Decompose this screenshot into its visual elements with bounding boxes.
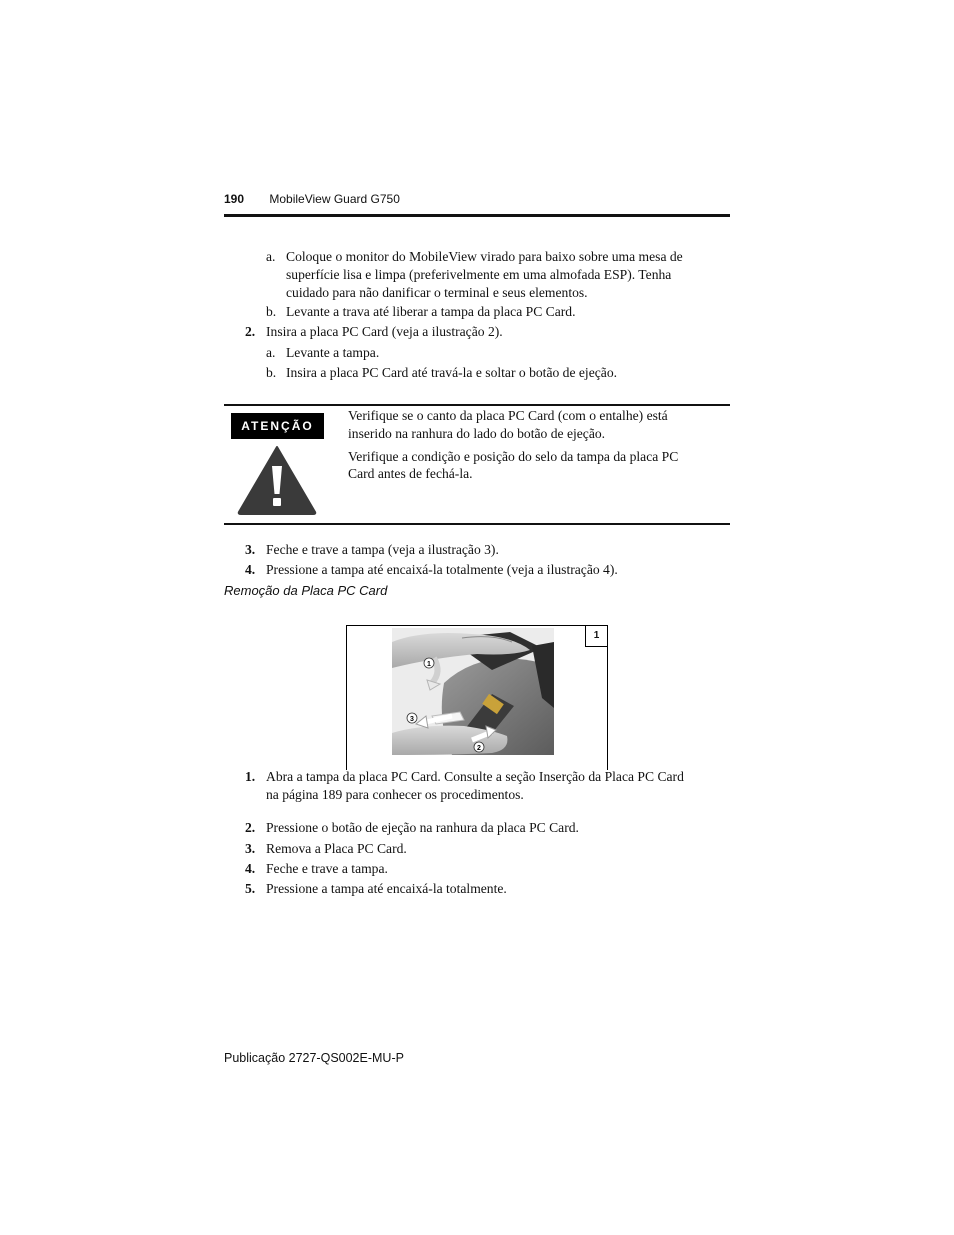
step-number: 3. [245, 542, 256, 557]
step-text: Remova a Placa PC Card. [266, 841, 407, 856]
attention-line: Verifique a condição e posição do selo da tampa da placa PC [348, 449, 679, 464]
step-number: 2. [245, 820, 256, 835]
step-number: 1. [245, 769, 256, 784]
step-label: a. [266, 249, 276, 264]
step-text: superfície lisa e limpa (preferivelmente em uma almofada ESP). Tenha [286, 267, 672, 282]
attention-line: Verifique se o canto da placa PC Card (com o entalhe) está [348, 408, 668, 423]
step-text: Levante a trava até liberar a tampa da placa PC Card. [286, 304, 576, 319]
step-text: Feche e trave a tampa. [266, 861, 388, 876]
step-number: 5. [245, 881, 256, 896]
document-title: MobileView Guard G750 [269, 192, 400, 206]
figure-tag: 1 [585, 625, 608, 647]
step-text: Pressione o botão de ejeção na ranhura da placa PC Card. [266, 820, 579, 835]
section-caption: Remoção da Placa PC Card [224, 583, 388, 598]
step-label: b. [266, 304, 277, 319]
callout-2-label: 2 [477, 745, 481, 752]
step-text: Insira a placa PC Card até travá-la e soltar o botão de ejeção. [286, 365, 618, 380]
header-rule [224, 214, 730, 217]
step-text: cuidado para não danificar o terminal e seus elementos. [286, 285, 588, 300]
warning-triangle-icon [236, 444, 318, 516]
step-text: Insira a placa PC Card (veja a ilustração 2). [266, 324, 503, 339]
step-number: 4. [245, 861, 256, 876]
step-label: b. [266, 365, 277, 380]
attention-badge: ATENÇÃO [231, 413, 324, 439]
attention-line: inserido na ranhura do lado do botão de ejeção. [348, 426, 606, 441]
step-text: Pressione a tampa até encaixá-la totalmente (veja a ilustração 4). [266, 562, 618, 577]
attention-top-rule [224, 404, 730, 406]
page-number: 190 [224, 192, 245, 206]
step-number: 3. [245, 841, 256, 856]
callout-3-label: 3 [410, 716, 414, 723]
step-text: na página 189 para conhecer os procedimentos. [266, 787, 524, 802]
publication-footer: Publicação 2727-QS002E-MU-P [224, 1051, 404, 1065]
step-number: 4. [245, 562, 256, 577]
step-text: Pressione a tampa até encaixá-la totalmente. [266, 881, 507, 896]
attention-line: Card antes de fechá-la. [348, 466, 473, 481]
pc-card-removal-photo [392, 628, 554, 755]
step-text: Feche e trave a tampa (veja a ilustração 3). [266, 542, 499, 557]
step-number: 2. [245, 324, 256, 339]
step-label: a. [266, 345, 276, 360]
running-header [224, 192, 400, 206]
step-text: Abra a tampa da placa PC Card. Consulte a seção Inserção da Placa PC Card [266, 769, 684, 784]
callout-1-label: 1 [427, 661, 431, 668]
step-text: Levante a tampa. [286, 345, 380, 360]
step-text: Coloque o monitor do MobileView virado para baixo sobre uma mesa de [286, 249, 683, 264]
attention-bottom-rule [224, 523, 730, 525]
